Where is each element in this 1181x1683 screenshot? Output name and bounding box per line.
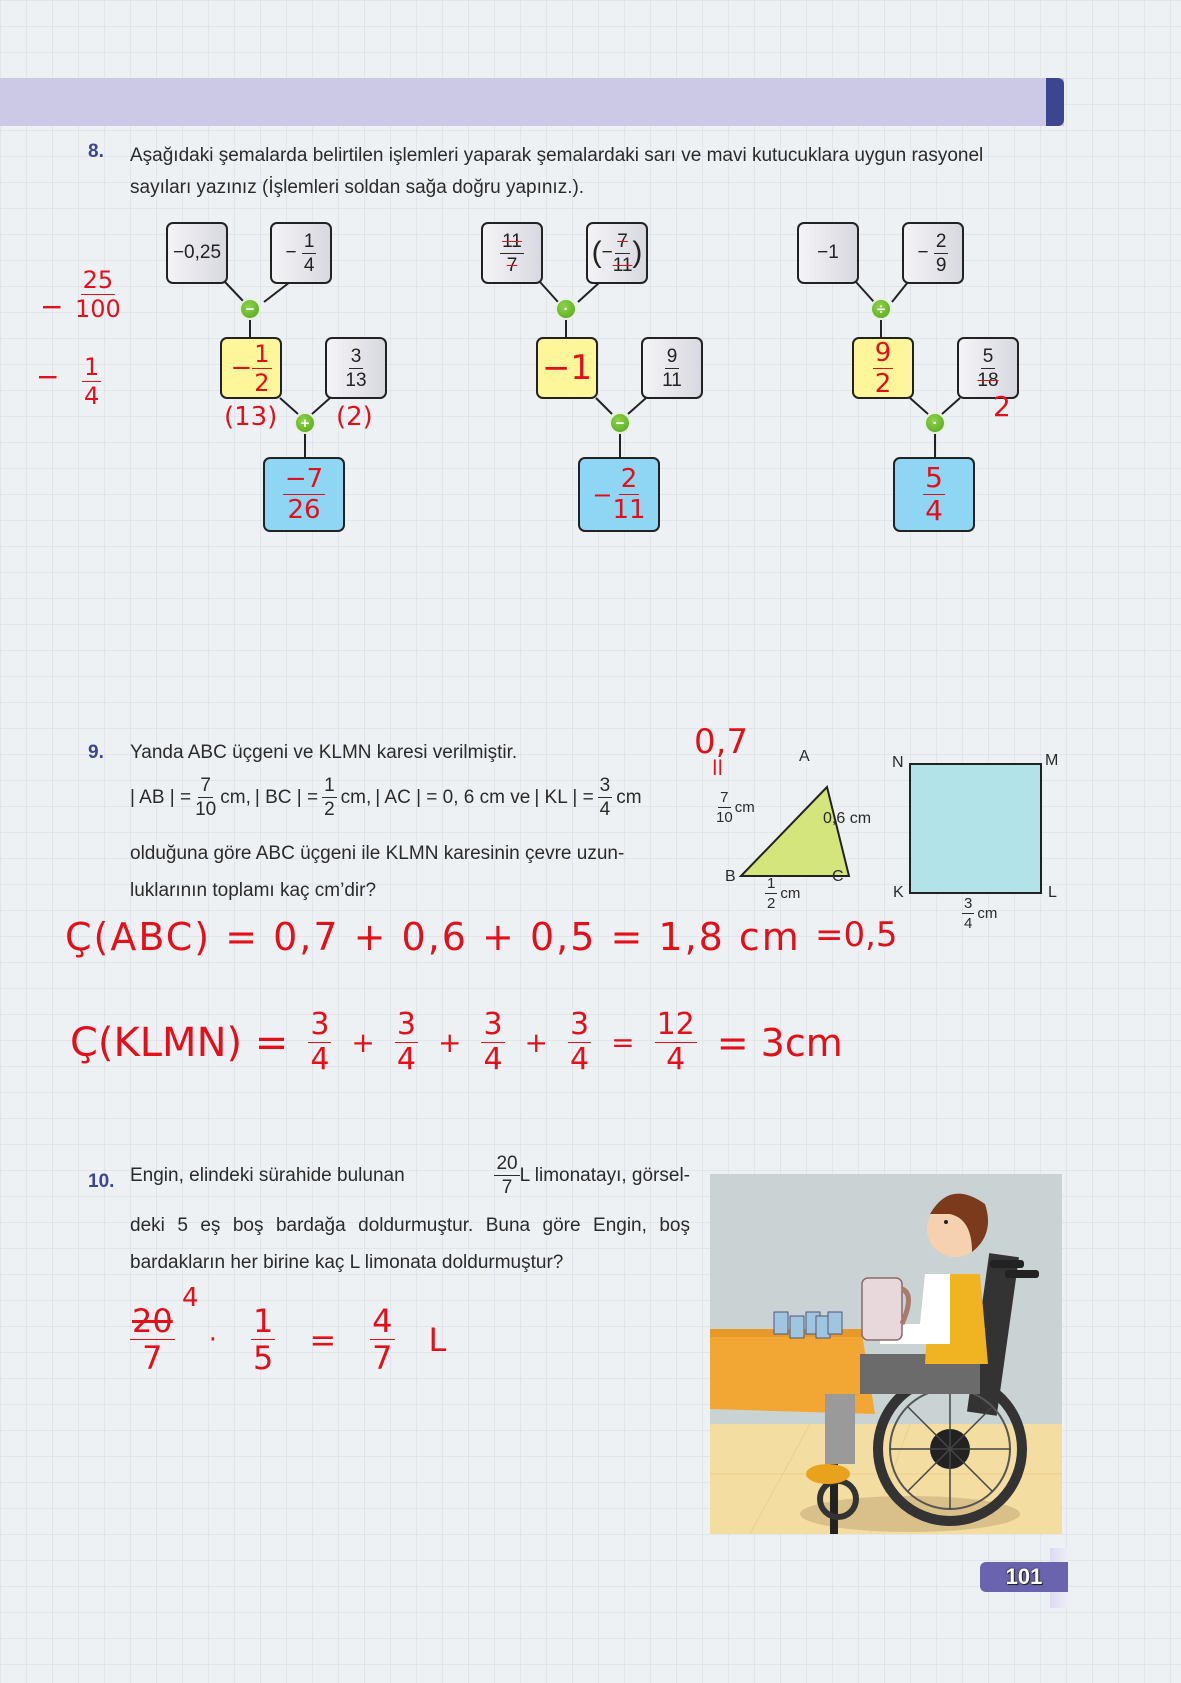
label-bc: $\frac{1}{2}$ cm bbox=[767, 875, 801, 912]
q10-text-line2: deki 5 eş boş bardağa doldurmuştur. Buna göre Engin, boş bbox=[130, 1215, 690, 1236]
scheme3-blue-box[interactable]: $\frac{5}{4}$ bbox=[893, 457, 975, 532]
vertex-m: M bbox=[1045, 752, 1059, 769]
q9-text-line3: olduğuna göre ABC üçgeni ile KLMN karesinin çevre uzun- bbox=[130, 843, 625, 864]
q9-geometry-figure bbox=[700, 740, 1080, 940]
scheme2-blue-box[interactable]: − $\frac{2}{11}$ bbox=[578, 457, 660, 532]
scheme2-top-left: $\frac{11}{7}$ bbox=[481, 222, 543, 284]
label-ac: 0,6 cm bbox=[823, 810, 872, 827]
q8-text-line1: Aşağıdaki şemalarda belirtilen işlemleri yaparak şemalardaki sarı ve mavi kutucuklara uygun rasyonel bbox=[130, 145, 984, 166]
vertex-n: N bbox=[892, 754, 904, 771]
scheme3-top-right: − $\frac{2}{9}$ bbox=[902, 222, 964, 284]
q10-text-line3: bardakların her birine kaç L limonata doldurmuştur? bbox=[130, 1252, 564, 1273]
minus-operator-icon: − bbox=[239, 298, 261, 320]
scheme1-top-left: −0,25 bbox=[166, 222, 228, 284]
scheme1-yellow-box[interactable]: − $\frac{1}{2}$ bbox=[220, 337, 282, 399]
vertex-c: C bbox=[832, 868, 844, 885]
vertex-b: B bbox=[725, 868, 736, 885]
vertex-a: A bbox=[799, 748, 810, 765]
scheme3-side-box: $\frac{5}{18}$ bbox=[957, 337, 1019, 399]
q10-solution: 4 $\frac{20}{7}$ · $\frac{1}{5}$ = $\frac{4}{7}$ L bbox=[132, 1283, 447, 1377]
margin-note-sign1: − bbox=[40, 290, 64, 323]
label-kl: $\frac{3}{4}$ cm bbox=[964, 895, 998, 932]
square-klmn bbox=[910, 764, 1041, 893]
label-ab: $\frac{7}{10}$ cm bbox=[716, 789, 755, 826]
scheme1-expand-right: (2) bbox=[336, 402, 373, 432]
scheme2-top-right: ( − $\frac{7}{11}$ ) bbox=[586, 222, 648, 284]
wheelchair-boy-illustration bbox=[710, 1174, 1062, 1534]
note-bc-decimal: =0,5 bbox=[815, 915, 898, 955]
multiply-operator-icon: · bbox=[555, 298, 577, 320]
scheme3-side-note: 2 bbox=[993, 390, 1011, 423]
scheme3-yellow-box[interactable]: $\frac{9}{2}$ bbox=[852, 337, 914, 399]
vertex-k: K bbox=[893, 884, 904, 901]
multiply-operator-icon: · bbox=[924, 412, 946, 434]
triangle-abc bbox=[741, 787, 849, 876]
q9-text-line1: Yanda ABC üçgeni ve KLMN karesi verilmiştir. bbox=[130, 742, 518, 763]
q8-text-line2: sayıları yazınız (İşlemleri soldan sağa doğru yapınız.). bbox=[130, 177, 585, 198]
margin-note-frac2: $\frac{1}{4}$ bbox=[84, 353, 100, 410]
perimeter-abc-line: Ç(ABC) = 0,7 + 0,6 + 0,5 = 1,8 cm bbox=[65, 915, 801, 959]
scheme1-top-right: − $\frac{1}{4}$ bbox=[270, 222, 332, 284]
note-ab-decimal: 0,7 bbox=[694, 722, 749, 762]
scheme1-side-box: $\frac{3}{13}$ bbox=[325, 337, 387, 399]
margin-note-sign2: − bbox=[36, 360, 60, 393]
scheme1-blue-box[interactable]: $\frac{-7}{26}$ bbox=[263, 457, 345, 532]
scheme2-side-box: $\frac{9}{11}$ bbox=[641, 337, 703, 399]
scheme2-yellow-box[interactable]: −1 bbox=[536, 337, 598, 399]
divide-operator-icon: ÷ bbox=[870, 298, 892, 320]
q9-given-values: | AB | = $\frac{7}{10}$ cm, | BC | = $\frac{1}{2}$ cm, | AC | = 0, 6 cm ve | KL | = $\frac{3}{4}$ cm bbox=[130, 775, 642, 820]
perimeter-klmn-line: Ç(KLMN) = $\frac{3}{4}$ + $\frac{3}{4}$ + $\frac{3}{4}$ + $\frac{3}{4}$ = $\frac{12}{4}$ = 3cm bbox=[70, 1007, 843, 1077]
vertex-l: L bbox=[1048, 884, 1057, 901]
q8-number: 8. bbox=[88, 141, 104, 162]
minus-operator-icon: − bbox=[609, 412, 631, 434]
plus-operator-icon: + bbox=[294, 412, 316, 434]
q9-number: 9. bbox=[88, 742, 104, 763]
scheme3-top-left: −1 bbox=[797, 222, 859, 284]
scheme1-expand-left: (13) bbox=[224, 402, 278, 432]
q9-text-line4: luklarının toplamı kaç cm’dir? bbox=[130, 880, 377, 901]
q10-number: 10. bbox=[88, 1171, 115, 1192]
note-ab-equals: ll bbox=[712, 756, 724, 780]
page-number: 101 bbox=[980, 1562, 1068, 1592]
margin-note-frac1: $\frac{25}{100}$ bbox=[75, 266, 121, 323]
q10-text-line1: Engin, elindeki sürahide bulunan $\frac{20}{7}$ L limonatayı, görsel- bbox=[130, 1153, 690, 1198]
